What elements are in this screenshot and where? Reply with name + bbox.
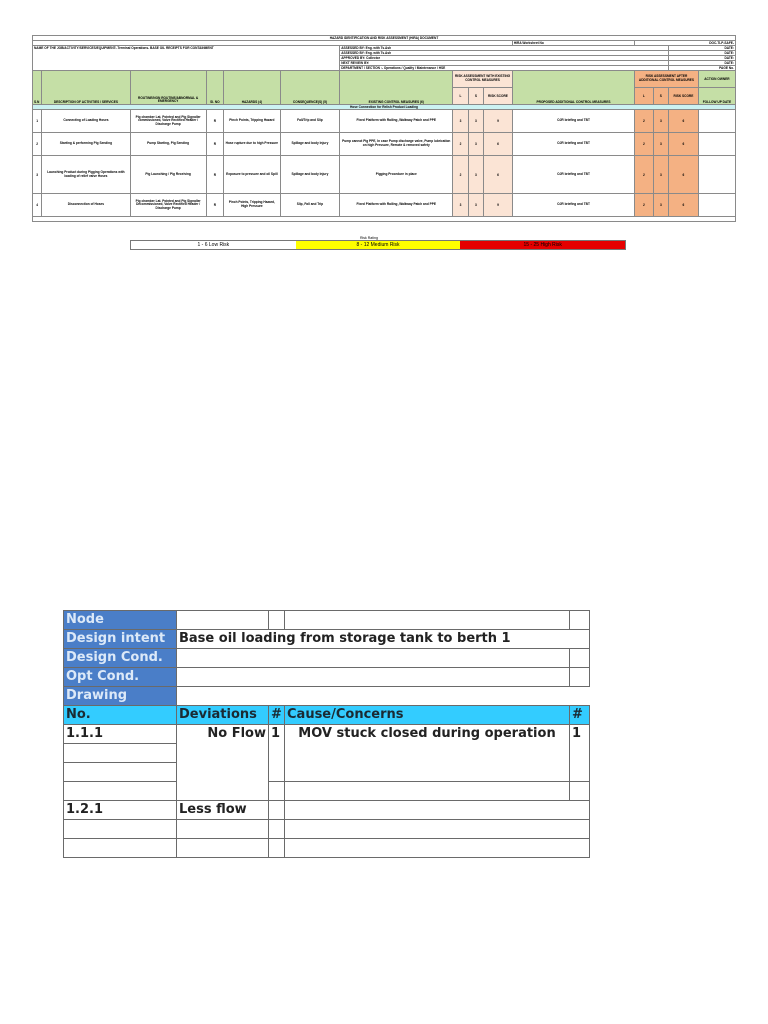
row-l: 2 bbox=[453, 133, 468, 156]
node-label: Node bbox=[64, 611, 177, 630]
deviation-number-blank bbox=[64, 744, 177, 763]
sheet-footer-row bbox=[33, 217, 736, 222]
deviation-name-blank bbox=[177, 820, 269, 839]
deviation-name: Less flow bbox=[177, 801, 269, 820]
header-l: L bbox=[635, 88, 653, 105]
header-proposed: PROPOSED ADDITIONAL CONTROL MEASURES bbox=[512, 71, 634, 105]
deviation-hash: 1 bbox=[269, 725, 285, 782]
row-impact: R bbox=[206, 156, 223, 194]
node-value bbox=[177, 611, 269, 630]
deviation-name: No Flow bbox=[177, 725, 269, 801]
row-impact: R bbox=[206, 194, 223, 217]
section-label: Hose Connection for Relish Product Loading bbox=[33, 105, 736, 110]
sign-row-label: APPROVED BY: Collector bbox=[340, 56, 669, 61]
row-s: 3 bbox=[468, 194, 483, 217]
risk-rating-title: Risk Rating bbox=[360, 236, 378, 240]
row-l-after: 2 bbox=[635, 133, 653, 156]
opt-cond-blank bbox=[570, 668, 590, 687]
row-routine: Pump Starting, Pig Sending bbox=[130, 133, 206, 156]
activity-line: NAME OF THE JOB/ACTIVITY/SERVICES/EQUIPMENT:-Terminal Operations- BASE OIL RECEIPTS FOR CONTAINMENT bbox=[33, 46, 340, 71]
header-description: DESCRIPTION OF ACTIVITIES / SERVICES bbox=[42, 71, 130, 105]
row-description: Disconnection of Hoses bbox=[42, 194, 130, 217]
opt-cond-value bbox=[177, 668, 570, 687]
cause-blank bbox=[285, 820, 590, 839]
sign-row-date: DATE: bbox=[669, 46, 736, 51]
deviation-hash-blank bbox=[269, 801, 285, 820]
row-existing-controls: Pump cannot Pig PPE, In case Pump discharge valve, Pump lubrication on high Pressure, Remote & removed safety bbox=[340, 133, 453, 156]
design-intent-label: Design intent bbox=[64, 630, 177, 649]
header-s: S bbox=[468, 88, 483, 105]
row-s: 3 bbox=[468, 156, 483, 194]
row-s: 3 bbox=[468, 110, 483, 133]
row-l: 3 bbox=[453, 110, 468, 133]
row-l-after: 2 bbox=[635, 156, 653, 194]
row-action-owner bbox=[698, 156, 735, 194]
header-impact: SI. NO bbox=[206, 71, 223, 105]
header-risk-existing: RISK ASSESSMENT WITH EXISTING CONTROL MEASURES bbox=[453, 71, 513, 88]
sign-row-label: NEXT REVIEW BY: bbox=[340, 61, 669, 66]
deviation-number-blank bbox=[64, 839, 177, 858]
header-hash: # bbox=[570, 706, 590, 725]
row-routine: Pig chamber Lat. Pointed and Pig Signaller Decommissioned, Valve Rectified Header / Discharge Pump bbox=[130, 194, 206, 217]
row-risk-score: 6 bbox=[484, 133, 513, 156]
drawing-label: Drawing bbox=[64, 687, 177, 706]
row-risk-score: 6 bbox=[484, 156, 513, 194]
row-sn: 3 bbox=[33, 156, 42, 194]
cause-text: MOV stuck closed during operation bbox=[285, 725, 570, 782]
row-l: 2 bbox=[453, 156, 468, 194]
design-cond-label: Design Cond. bbox=[64, 649, 177, 668]
deviation-number-blank bbox=[64, 820, 177, 839]
row-l-after: 2 bbox=[635, 194, 653, 217]
deviation-hash-blank bbox=[269, 782, 285, 801]
deviation-hash-blank bbox=[269, 820, 285, 839]
design-intent-value: Base oil loading from storage tank to berth 1 bbox=[177, 630, 590, 649]
cause-hash-blank bbox=[570, 782, 590, 801]
row-existing-controls: Fixed Platform with Railing ,Walkway Patch and PPE bbox=[340, 110, 453, 133]
row-consequence: Fall/Trip and Slip bbox=[280, 110, 340, 133]
row-risk-score-after: 6 bbox=[669, 110, 699, 133]
row-proposed: OJR briefing and TBT bbox=[512, 194, 634, 217]
row-s: 3 bbox=[468, 133, 483, 156]
hira-sheet bbox=[32, 35, 736, 222]
sign-row-date: DATE: bbox=[669, 56, 736, 61]
row-hazard: Pinch Points, Tripping Hazard, High Pressure bbox=[224, 194, 281, 217]
header-followup: FOLLOW UP DATE bbox=[698, 88, 735, 105]
row-routine: Pig Launching / Pig Receiving bbox=[130, 156, 206, 194]
risk-rating-legend bbox=[130, 240, 626, 250]
row-hazard: Exposure to pressure and oil Spill bbox=[224, 156, 281, 194]
header-s: S bbox=[653, 88, 668, 105]
row-proposed: OJR briefing and TBT bbox=[512, 156, 634, 194]
header-l: L bbox=[453, 88, 468, 105]
cause-blank bbox=[285, 839, 590, 858]
row-action-owner bbox=[698, 133, 735, 156]
drawing-value bbox=[177, 687, 590, 706]
row-sn: 4 bbox=[33, 194, 42, 217]
row-risk-score-after: 6 bbox=[669, 133, 699, 156]
node-blank bbox=[570, 611, 590, 630]
sign-row-label: ASSESSED BY: Eng. with Ts.Ash bbox=[340, 51, 669, 56]
sign-row-label: ASSESSED BY: Eng. with Ts.Ash bbox=[340, 46, 669, 51]
header-risk-score: RISK SCORE bbox=[669, 88, 699, 105]
row-routine: Pig chamber Lat. Pointed and Pig Signaller commissioned, Valve Rectified Header / Discharge Pump bbox=[130, 110, 206, 133]
legend-high-risk: 15 - 25 High Risk bbox=[460, 241, 625, 249]
row-hazard: Pinch Points, Tripping Hazard bbox=[224, 110, 281, 133]
node-blank bbox=[269, 611, 285, 630]
legend-low-risk: 1 - 6 Low Risk bbox=[131, 241, 296, 249]
cause-blank bbox=[285, 782, 570, 801]
row-consequence: Slip, Fall and Trip bbox=[280, 194, 340, 217]
node-blank bbox=[285, 611, 570, 630]
legend-medium-risk: 8 - 12 Medium Risk bbox=[296, 241, 461, 249]
table-row bbox=[33, 133, 736, 156]
header-action-owner: ACTION OWNER bbox=[698, 71, 735, 88]
page-no-label: PAGE No. bbox=[669, 66, 736, 71]
row-l: 3 bbox=[453, 194, 468, 217]
row-existing-controls: Fixed Platform with Railing ,Walkway Patch and PPE bbox=[340, 194, 453, 217]
header-routine: ROUTINE/NON ROUTINE/ABNORMAL & EMERGENCY bbox=[130, 71, 206, 105]
row-s-after: 3 bbox=[653, 156, 668, 194]
deviation-number-blank bbox=[64, 782, 177, 801]
row-consequence: Spillage and body Injury bbox=[280, 133, 340, 156]
row-impact: R bbox=[206, 133, 223, 156]
header-sn: S.N bbox=[33, 71, 42, 105]
header-risk-after: RISK ASSESSMENT AFTER ADDITIONAL CONTROL MEASURES bbox=[635, 71, 699, 88]
doc-number: DOC-TLP-SAFE- bbox=[635, 41, 736, 46]
row-action-owner bbox=[698, 110, 735, 133]
row-risk-score: 9 bbox=[484, 110, 513, 133]
row-proposed: OJR briefing and TBT bbox=[512, 110, 634, 133]
header-cause: Cause/Concerns bbox=[285, 706, 570, 725]
row-proposed: OJR briefing and TBT bbox=[512, 133, 634, 156]
row-description: Launching Product during Pigging Operations with loading of relief valve Hoses bbox=[42, 156, 130, 194]
row-risk-score-after: 6 bbox=[669, 194, 699, 217]
row-l-after: 2 bbox=[635, 110, 653, 133]
header-hazards: HAZARDS (4) bbox=[224, 71, 281, 105]
deviation-hash-blank bbox=[269, 839, 285, 858]
design-cond-value bbox=[177, 649, 570, 668]
header-deviations: Deviations bbox=[177, 706, 269, 725]
row-consequence: Spillage and body Injury bbox=[280, 156, 340, 194]
deviation-number: 1.2.1 bbox=[64, 801, 177, 820]
sheet-title: HAZARD IDENTIFICATION AND RISK ASSESSMENT (HIRA) DOCUMENT bbox=[33, 36, 736, 41]
sign-row-date: DATE: bbox=[669, 51, 736, 56]
header-existing-controls: EXISTING CONTROL MEASURES (6) bbox=[340, 71, 453, 105]
row-description: Starting & performing Pig Sending bbox=[42, 133, 130, 156]
row-s-after: 3 bbox=[653, 194, 668, 217]
row-risk-score: 9 bbox=[484, 194, 513, 217]
table-row bbox=[33, 156, 736, 194]
hazop-table bbox=[63, 610, 590, 858]
department-line: DEPARTMENT / SECTION :- Operations / Quality / Maintenance / HSE bbox=[340, 66, 669, 71]
header-risk-score: RISK SCORE bbox=[484, 88, 513, 105]
row-hazard: Hose rupture due to high Pressure bbox=[224, 133, 281, 156]
header-hash: # bbox=[269, 706, 285, 725]
sign-row-date: DATE: bbox=[669, 61, 736, 66]
row-sn: 1 bbox=[33, 110, 42, 133]
cause-blank bbox=[285, 801, 590, 820]
table-row bbox=[33, 110, 736, 133]
design-cond-blank bbox=[570, 649, 590, 668]
deviation-number: 1.1.1 bbox=[64, 725, 177, 744]
cause-hash: 1 bbox=[570, 725, 590, 782]
hira-worksheet-label: HIRA Worksheet No bbox=[512, 41, 634, 46]
row-s-after: 3 bbox=[653, 133, 668, 156]
row-impact: R bbox=[206, 110, 223, 133]
row-description: Connecting of Loading Hoses bbox=[42, 110, 130, 133]
header-no: No. bbox=[64, 706, 177, 725]
deviation-number-blank bbox=[64, 763, 177, 782]
row-sn: 2 bbox=[33, 133, 42, 156]
row-existing-controls: Pigging Procedure in place bbox=[340, 156, 453, 194]
deviation-name-blank bbox=[177, 839, 269, 858]
opt-cond-label: Opt Cond. bbox=[64, 668, 177, 687]
row-risk-score-after: 6 bbox=[669, 156, 699, 194]
row-action-owner bbox=[698, 194, 735, 217]
table-row bbox=[33, 194, 736, 217]
row-s-after: 3 bbox=[653, 110, 668, 133]
header-consequences: CONSEQUENCE(S) (5) bbox=[280, 71, 340, 105]
